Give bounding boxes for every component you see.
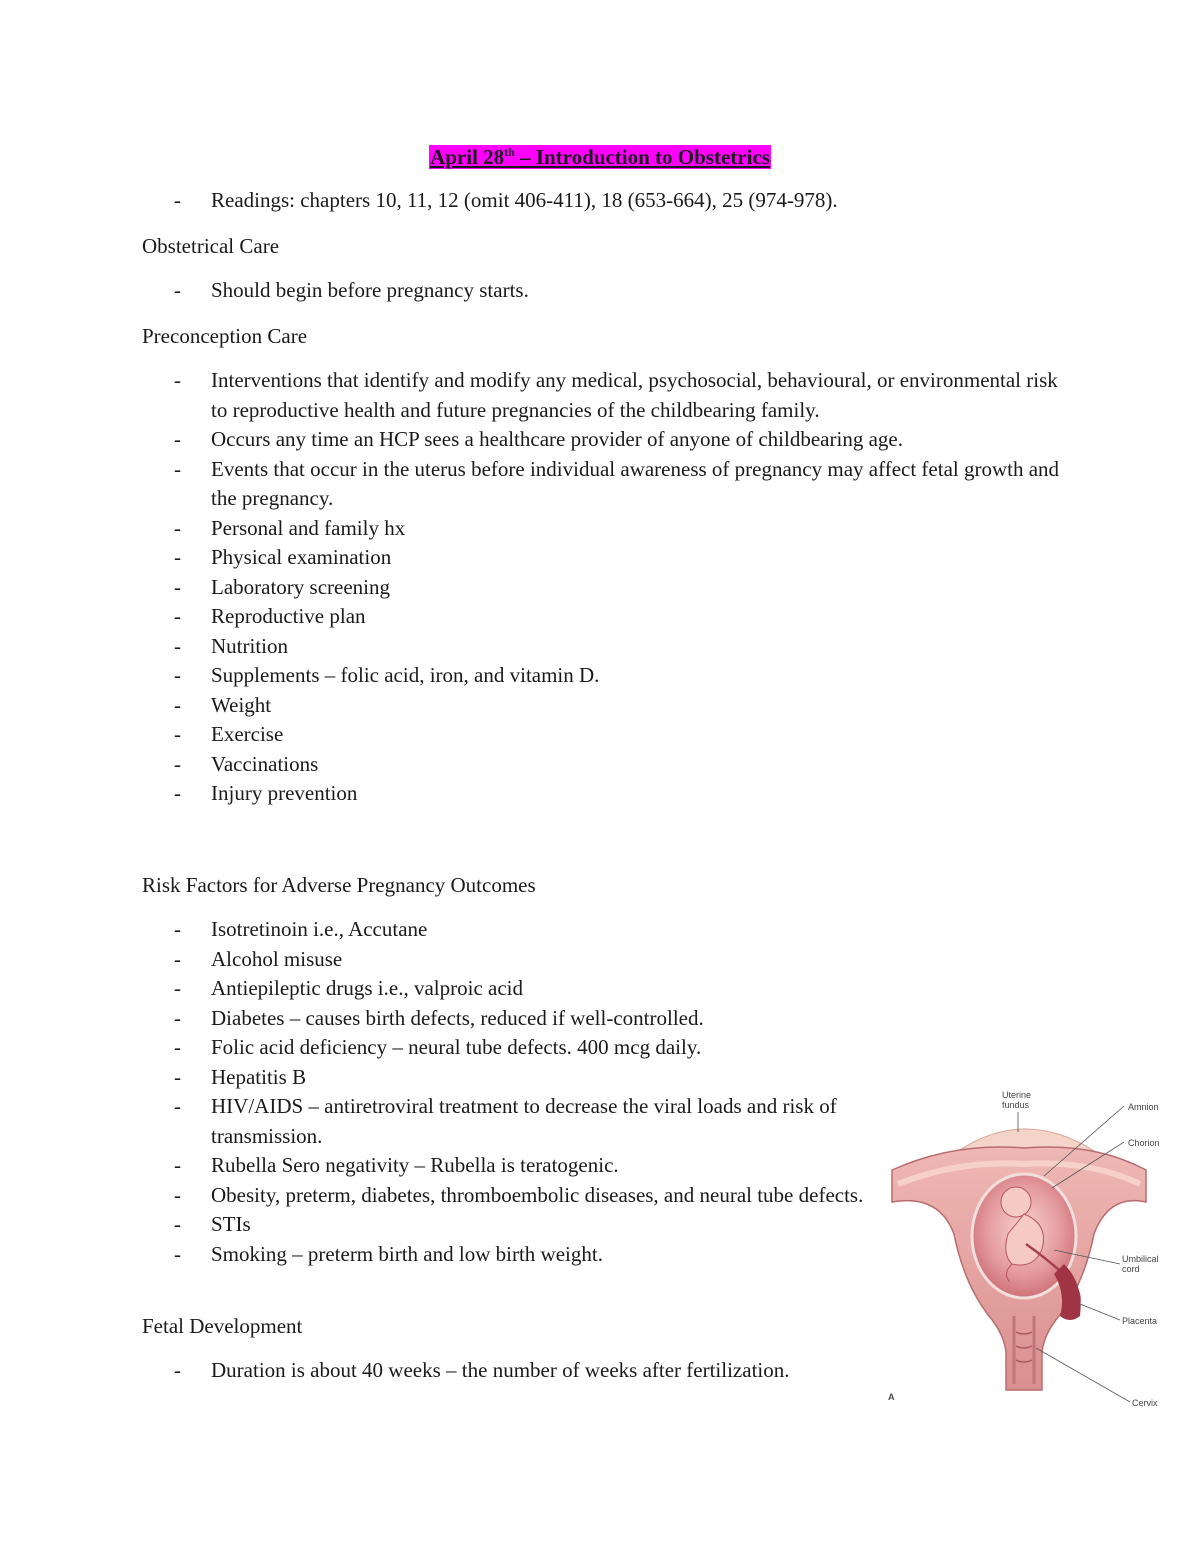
list-item (174, 1063, 874, 1093)
list-item (174, 720, 1064, 750)
bullet-dash: - (174, 545, 181, 569)
bullet-dash: - (174, 456, 181, 481)
list-item (174, 915, 874, 945)
preconception-care-list (174, 366, 1064, 809)
list-item (174, 425, 1064, 455)
bullet-dash: - (174, 692, 181, 717)
list-item (174, 455, 1064, 514)
list-item (174, 691, 1064, 721)
list-item-text: Weight (211, 692, 272, 717)
list-item-text: Reproductive plan (211, 604, 366, 628)
list-item (174, 945, 874, 975)
bullet-dash: - (174, 278, 181, 302)
list-item-text: Physical examination (211, 545, 392, 569)
bullet-dash: - (174, 1358, 181, 1382)
list-item-text: Nutrition (211, 633, 288, 658)
page-title (0, 142, 1200, 172)
bullet-dash: - (174, 917, 181, 941)
list-item-text: Smoking – preterm birth and low birth weight. (211, 1241, 603, 1266)
bullet-dash: - (174, 427, 181, 451)
bullet-dash: - (174, 633, 181, 658)
bullet-dash: - (174, 1241, 181, 1266)
list-item (174, 1356, 789, 1386)
bullet-dash: - (174, 976, 181, 1000)
readings-list (174, 186, 838, 216)
list-item (174, 1240, 874, 1270)
list-item (174, 632, 1064, 662)
title-rest: – Introduction to Obstetrics (514, 145, 770, 169)
list-item-text: Folic acid deficiency – neural tube defects. 400 mcg daily. (211, 1035, 702, 1059)
list-item-text: Isotretinoin i.e., Accutane (211, 917, 428, 941)
fetal-development-list (174, 1356, 789, 1386)
list-item-text: Hepatitis B (211, 1064, 307, 1089)
bullet-dash: - (174, 368, 181, 392)
list-item-text: Interventions that identify and modify any medical, psychosocial, behavioural, or environmental risk to reproductive health and future pregnancies of the childbearing family. (211, 368, 1058, 422)
list-item-text: Antiepileptic drugs i.e., valproic acid (211, 976, 523, 1000)
list-item-text: Diabetes – causes birth defects, reduced if well-controlled. (211, 1005, 704, 1030)
list-item (174, 779, 1064, 809)
list-item-text: Obesity, preterm, diabetes, thromboembolic diseases, and neural tube defects. (211, 1182, 864, 1207)
label-panel: A (888, 1392, 895, 1402)
label-placenta: Placenta (1122, 1316, 1158, 1326)
list-item-text: HIV/AIDS – antiretroviral treatment to decrease the viral loads and risk of transmission. (211, 1094, 837, 1148)
bullet-dash: - (174, 188, 181, 212)
bullet-dash: - (174, 1094, 181, 1118)
heading-risk-factors: Risk Factors for Adverse Pregnancy Outcomes (142, 873, 536, 897)
bullet-dash: - (174, 1035, 181, 1059)
list-item (174, 661, 1064, 691)
uterus-fetus-illustration (884, 1084, 1164, 1408)
bullet-dash: - (174, 1064, 181, 1089)
label-fundus: fundus (1002, 1100, 1030, 1110)
heading-fetal-development: Fetal Development (142, 1314, 303, 1338)
bullet-dash: - (174, 1212, 181, 1236)
heading-obstetrical-care: Obstetrical Care (142, 234, 280, 258)
label-chorion: Chorion (1128, 1138, 1160, 1148)
list-item-text: Vaccinations (211, 751, 319, 776)
list-item-text: Injury prevention (211, 781, 358, 805)
list-item (174, 1004, 874, 1034)
list-item-text: Laboratory screening (211, 574, 391, 599)
label-uterine: Uterine (1002, 1090, 1032, 1100)
list-item (174, 543, 1064, 573)
bullet-dash: - (174, 751, 181, 776)
bullet-dash: - (174, 515, 181, 540)
label-cord: cord (1122, 1264, 1140, 1274)
title-prefix: April 28 (430, 145, 505, 169)
bullet-dash: - (174, 1005, 181, 1030)
list-item (174, 1210, 874, 1240)
label-cervix: Cervix (1132, 1398, 1158, 1408)
bullet-dash: - (174, 1153, 181, 1177)
bullet-dash: - (174, 574, 181, 599)
list-item-text: Occurs any time an HCP sees a healthcare provider of anyone of childbearing age. (211, 427, 903, 451)
bullet-dash: - (174, 1182, 181, 1207)
bullet-dash: - (174, 722, 181, 746)
list-item-text: Should begin before pregnancy starts. (211, 278, 529, 302)
list-item (174, 750, 1064, 780)
bullet-dash: - (174, 946, 181, 971)
list-item-text: STIs (211, 1212, 251, 1236)
list-item-text: Alcohol misuse (211, 946, 343, 971)
list-item (174, 1092, 874, 1151)
list-item (174, 276, 529, 306)
list-item-text: Supplements – folic acid, iron, and vitamin D. (211, 663, 600, 687)
list-item (174, 514, 1064, 544)
list-item-text: Duration is about 40 weeks – the number of weeks after fertilization. (211, 1358, 790, 1382)
list-item (174, 1151, 874, 1181)
list-item-text: Exercise (211, 722, 284, 746)
list-item (174, 1181, 874, 1211)
title-superscript: th (504, 145, 515, 159)
list-item (174, 186, 838, 216)
list-item (174, 366, 1064, 425)
list-item (174, 974, 874, 1004)
list-item-text: Events that occur in the uterus before individual awareness of pregnancy may affect fetal growth and the pregnancy. (211, 456, 1060, 510)
bullet-dash: - (174, 604, 181, 628)
list-item-text: Personal and family hx (211, 515, 406, 540)
label-umbilical: Umbilical (1122, 1254, 1159, 1264)
label-amnion: Amnion (1128, 1102, 1159, 1112)
list-item (174, 1033, 874, 1063)
title-highlight (429, 145, 771, 169)
list-item-text: Rubella Sero negativity – Rubella is teratogenic. (211, 1153, 619, 1177)
risk-factors-list (174, 915, 874, 1269)
list-item (174, 573, 1064, 603)
obstetrical-care-list (174, 276, 529, 306)
list-item-text: Readings: chapters 10, 11, 12 (omit 406-411), 18 (653-664), 25 (974-978). (211, 188, 838, 212)
list-item (174, 602, 1064, 632)
bullet-dash: - (174, 663, 181, 687)
heading-preconception-care: Preconception Care (142, 324, 308, 348)
bullet-dash: - (174, 781, 181, 805)
